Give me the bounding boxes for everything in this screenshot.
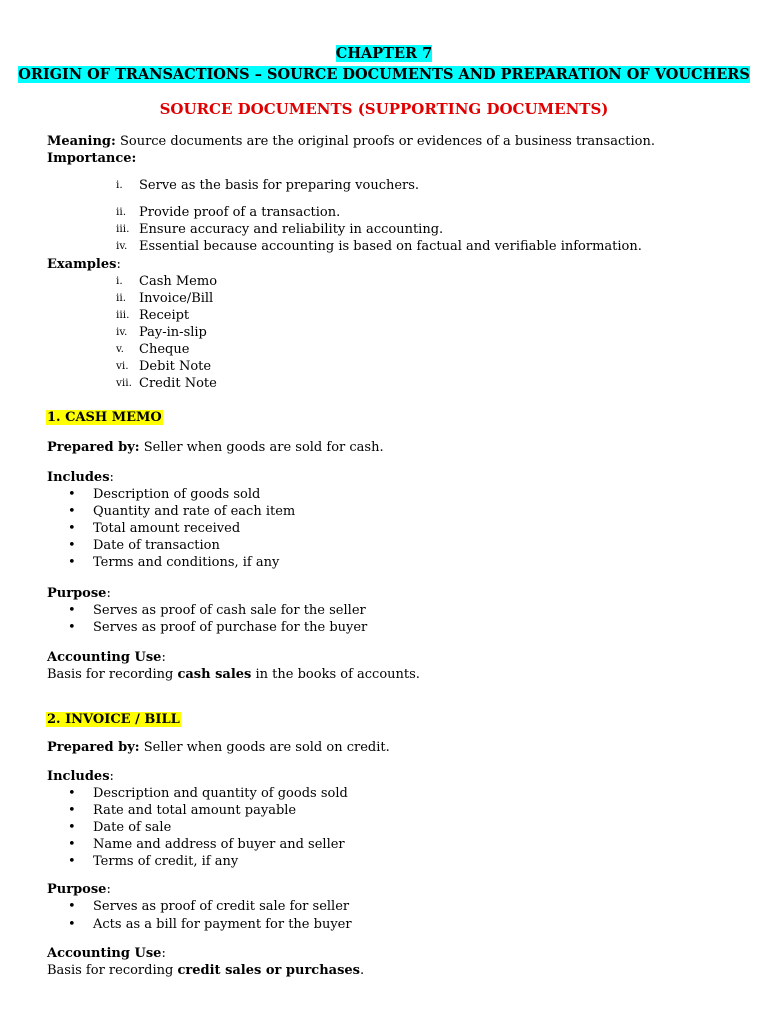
bullet-icon: • — [68, 837, 76, 852]
includes-colon: : — [109, 769, 114, 784]
list-item: Serve as the basis for preparing vouchers. — [139, 178, 420, 193]
list-number: ii. — [116, 292, 127, 304]
purpose-label: Purpose — [47, 882, 107, 897]
accounting-use-pre: Basis for recording — [47, 963, 178, 978]
invoice-heading-text: 2. INVOICE / BILL — [47, 712, 180, 727]
purpose-colon: : — [106, 586, 111, 601]
list-number: vi. — [116, 360, 129, 372]
list-item: Date of sale — [93, 820, 172, 835]
list-number: i. — [116, 179, 123, 191]
bullet-icon: • — [68, 917, 76, 932]
cash-memo-heading-text: 1. CASH MEMO — [47, 410, 162, 425]
cash-memo-accounting-use-text — [47, 666, 420, 683]
bullet-icon: • — [68, 899, 76, 914]
accounting-use-post: in the books of accounts. — [251, 667, 420, 682]
includes-label: Includes — [47, 769, 110, 784]
list-item: Quantity and rate of each item — [93, 504, 296, 519]
list-item: Ensure accuracy and reliability in accounting. — [139, 222, 444, 237]
prepared-by-text: Seller when goods are sold on credit. — [139, 740, 390, 755]
bullet-icon: • — [68, 521, 76, 536]
list-number: iii. — [116, 223, 130, 235]
cash-memo-includes-heading — [47, 469, 114, 486]
prepared-by-text: Seller when goods are sold for cash. — [139, 440, 384, 455]
chapter-heading — [0, 44, 768, 63]
meaning-label: Meaning: — [47, 134, 116, 149]
accounting-use-colon: : — [161, 650, 166, 665]
cash-memo-accounting-use-heading — [47, 649, 166, 666]
examples-heading — [47, 256, 121, 273]
accounting-use-bold: credit sales or purchases — [177, 963, 360, 978]
list-item: Provide proof of a transaction. — [139, 205, 341, 220]
list-item: Serves as proof of credit sale for seller — [93, 899, 350, 914]
examples-colon: : — [116, 257, 121, 272]
list-item: Total amount received — [93, 521, 241, 536]
bullet-icon: • — [68, 555, 76, 570]
chapter-label: CHAPTER 7 — [335, 45, 433, 62]
list-number: iii. — [116, 309, 130, 321]
list-item: Acts as a bill for payment for the buyer — [93, 917, 352, 932]
invoice-prepared-by — [47, 739, 390, 756]
prepared-by-label: Prepared by: — [47, 440, 140, 455]
meaning-paragraph — [47, 133, 655, 150]
list-number: iv. — [116, 240, 128, 252]
accounting-use-label: Accounting Use — [47, 650, 162, 665]
list-item: Essential because accounting is based on factual and verifiable information. — [139, 239, 642, 254]
list-item: Serves as proof of cash sale for the seller — [93, 603, 366, 618]
chapter-title-text: ORIGIN OF TRANSACTIONS – SOURCE DOCUMENTS AND PREPARATION OF VOUCHERS — [18, 66, 750, 83]
includes-colon: : — [109, 470, 114, 485]
list-number: ii. — [116, 206, 127, 218]
list-item: Date of transaction — [93, 538, 220, 553]
list-item: Name and address of buyer and seller — [93, 837, 345, 852]
accounting-use-bold: cash sales — [177, 667, 252, 682]
list-number: vii. — [116, 377, 132, 389]
includes-label: Includes — [47, 470, 110, 485]
bullet-icon: • — [68, 538, 76, 553]
cash-memo-purpose-heading — [47, 585, 111, 602]
cash-memo-heading — [46, 409, 163, 426]
list-item: Terms of credit, if any — [93, 854, 239, 869]
bullet-icon: • — [68, 803, 76, 818]
list-item: Terms and conditions, if any — [93, 555, 280, 570]
importance-label: Importance: — [47, 151, 137, 166]
cash-memo-prepared-by — [47, 439, 384, 456]
list-item: Cash Memo — [139, 274, 218, 289]
accounting-use-colon: : — [161, 946, 166, 961]
bullet-icon: • — [68, 603, 76, 618]
bullet-icon: • — [68, 786, 76, 801]
bullet-icon: • — [68, 820, 76, 835]
list-item: Debit Note — [139, 359, 212, 374]
list-item: Credit Note — [139, 376, 217, 391]
examples-label: Examples — [47, 257, 117, 272]
section-subtitle: SOURCE DOCUMENTS (SUPPORTING DOCUMENTS) — [159, 100, 609, 118]
bullet-icon: • — [68, 487, 76, 502]
list-number: i. — [116, 275, 123, 287]
accounting-use-post: . — [360, 963, 365, 978]
list-item: Cheque — [139, 342, 190, 357]
invoice-heading — [46, 711, 181, 728]
accounting-use-label: Accounting Use — [47, 946, 162, 961]
list-item: Description and quantity of goods sold — [93, 786, 348, 801]
list-item: Serves as proof of purchase for the buyer — [93, 620, 368, 635]
accounting-use-pre: Basis for recording — [47, 667, 178, 682]
list-number: v. — [116, 343, 125, 355]
purpose-label: Purpose — [47, 586, 107, 601]
list-item: Pay-in-slip — [139, 325, 207, 340]
list-number: iv. — [116, 326, 128, 338]
prepared-by-label: Prepared by: — [47, 740, 140, 755]
list-item: Invoice/Bill — [139, 291, 214, 306]
invoice-accounting-use-heading — [47, 945, 166, 962]
invoice-purpose-heading — [47, 881, 111, 898]
purpose-colon: : — [106, 882, 111, 897]
list-item: Description of goods sold — [93, 487, 261, 502]
bullet-icon: • — [68, 620, 76, 635]
meaning-text: Source documents are the original proofs or evidences of a business transaction. — [115, 134, 655, 149]
list-item: Rate and total amount payable — [93, 803, 297, 818]
list-item: Receipt — [139, 308, 190, 323]
chapter-title — [0, 65, 768, 84]
bullet-icon: • — [68, 504, 76, 519]
bullet-icon: • — [68, 854, 76, 869]
invoice-includes-heading — [47, 768, 114, 785]
invoice-accounting-use-text — [47, 962, 364, 979]
